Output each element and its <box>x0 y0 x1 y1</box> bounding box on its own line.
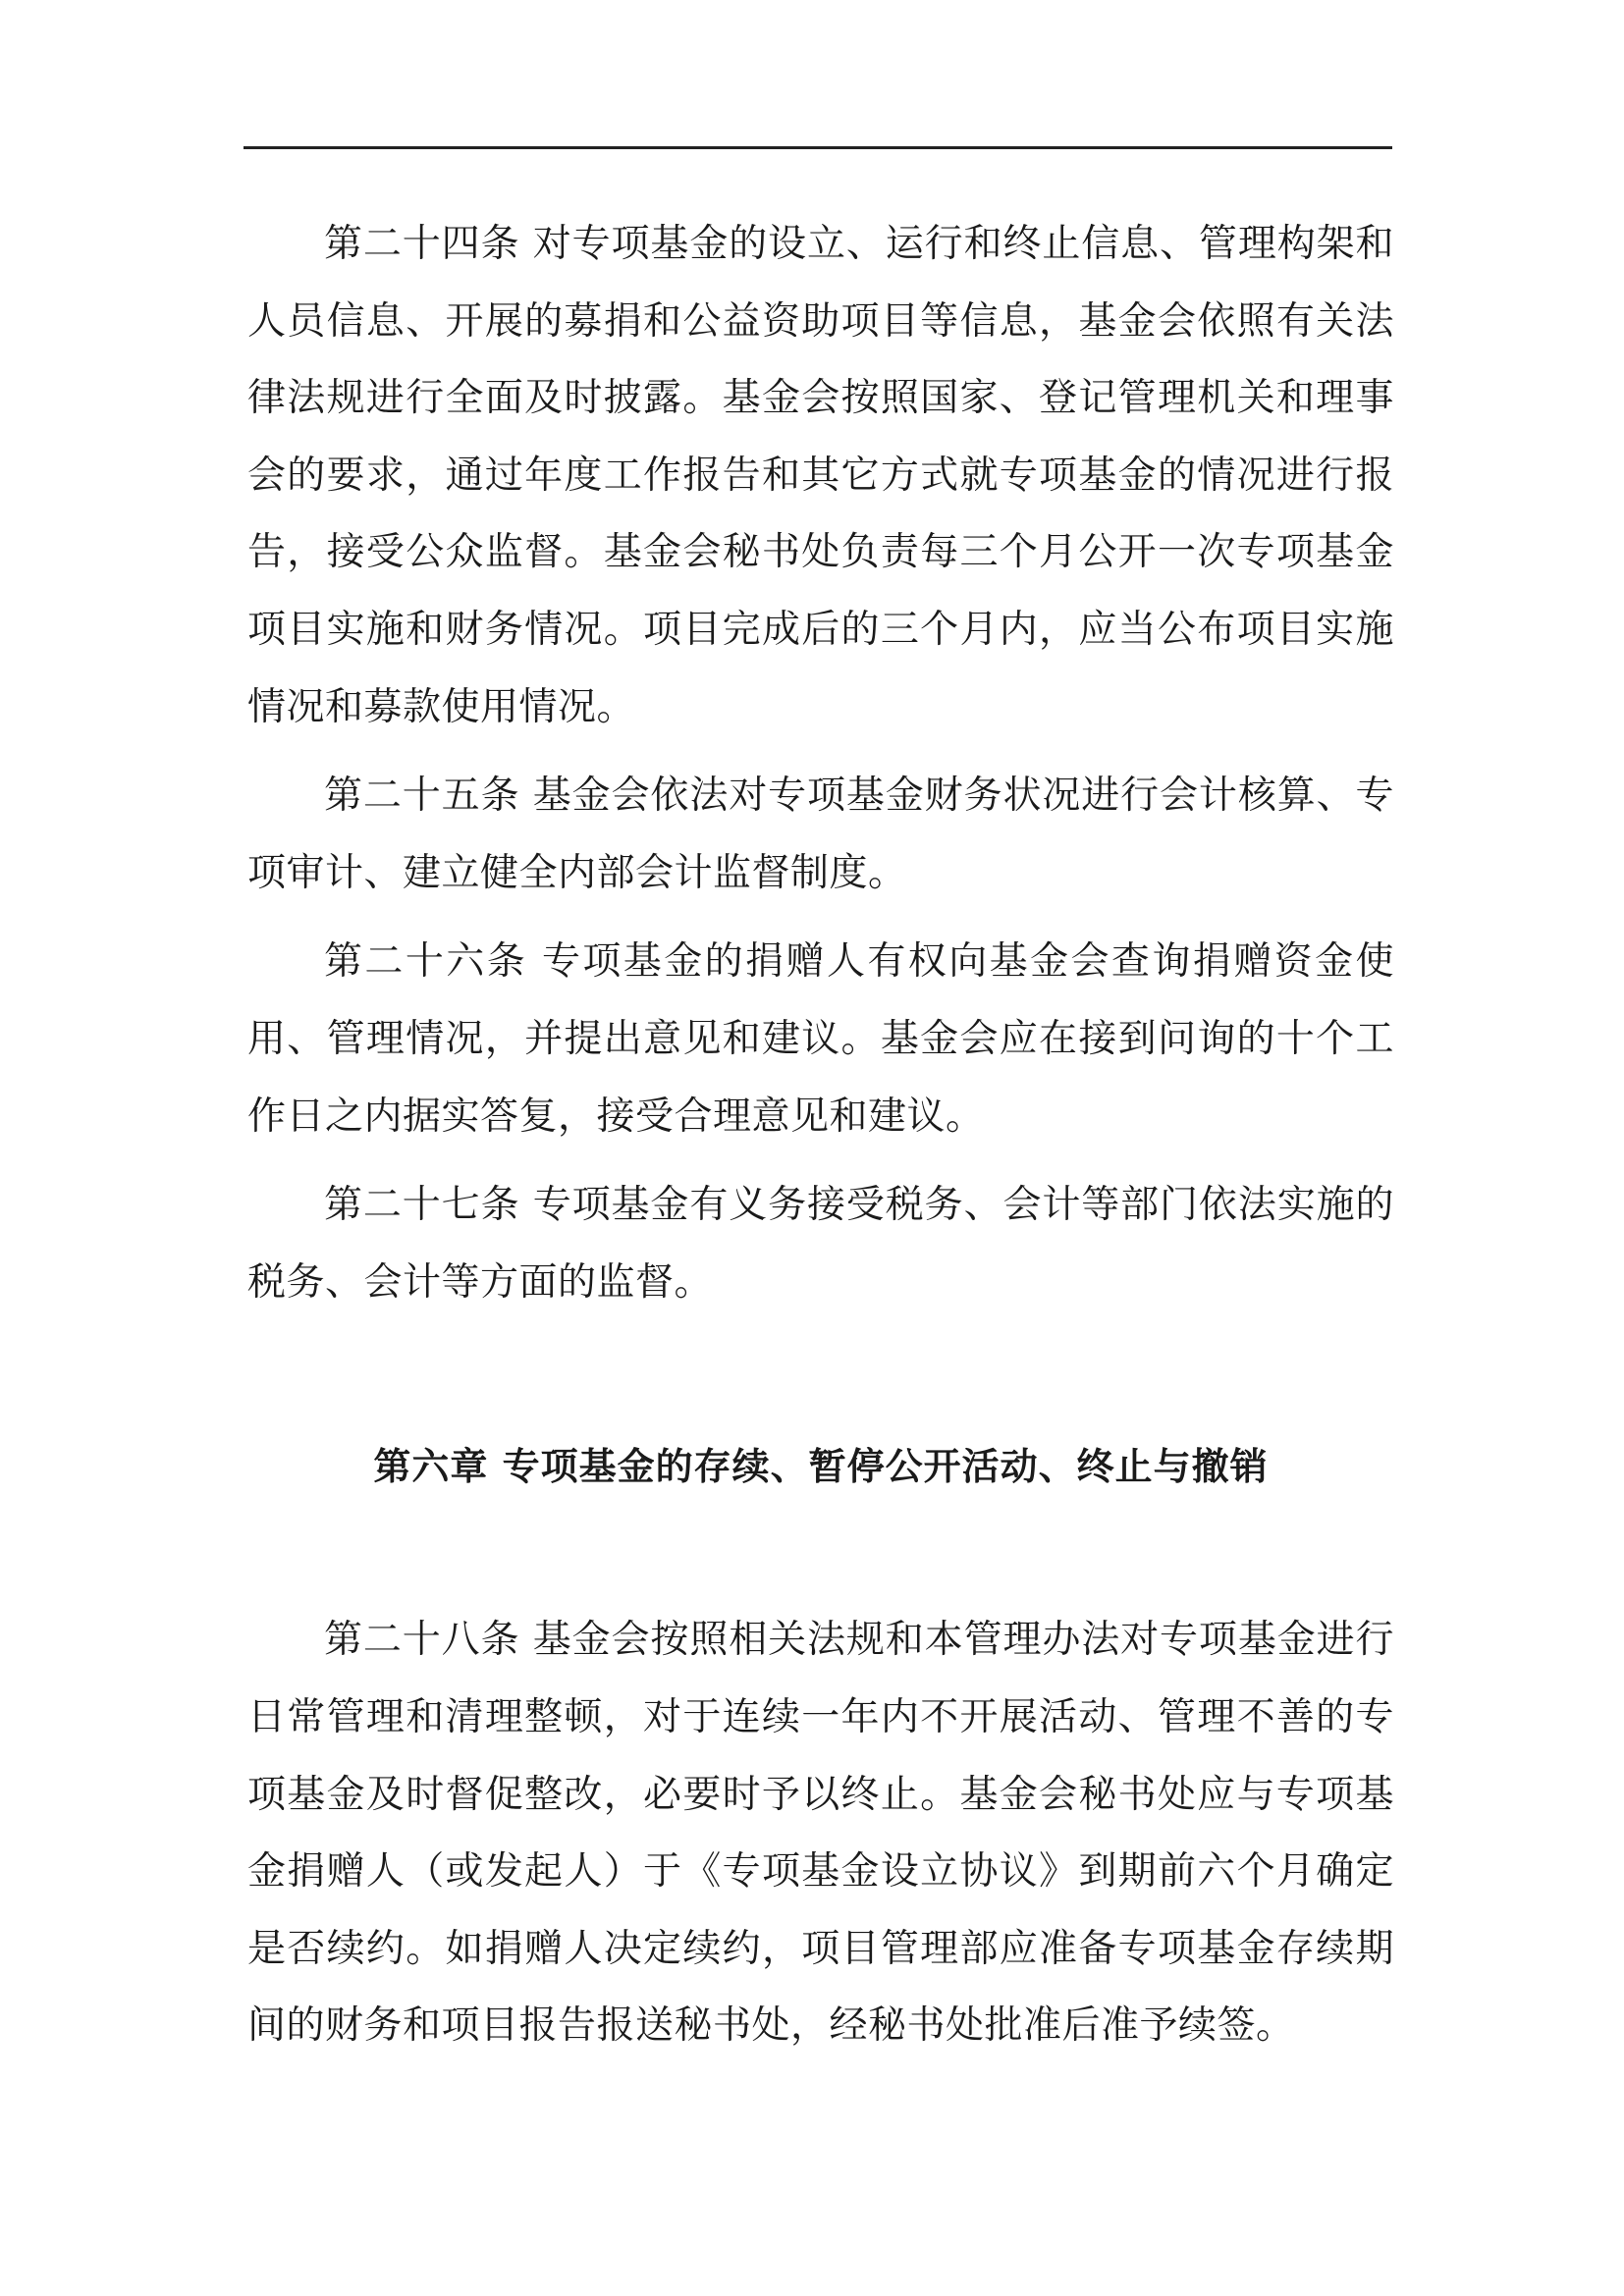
chapter-title: 第六章 专项基金的存续、暂停公开活动、终止与撤销 <box>373 1445 1269 1489</box>
article-27-paragraph: 第二十七条 专项基金有义务接受税务、会计等部门依法实施的税务、会计等方面的监督。 <box>247 1183 1394 1305</box>
article-24-paragraph: 第二十四条 对专项基金的设立、运行和终止信息、管理构架和人员信息、开展的募捐和公益资助项目等信息，基金会依照有关法律法规进行全面及时披露。基金会按照国家、登记管理机关和理事会的要求，通过年度工作报告和其它方式就专项基金的情况进行报告，接受公众监督。基金会秘书处负责每三个月公开一次专项基金项目实施和财务情况。项目完成后的三个月内，应当公布项目实施情况和募款使用情况。 <box>247 222 1394 729</box>
paragraph-gap <box>247 912 1394 924</box>
document-body <box>247 206 1394 2065</box>
article-26-paragraph: 第二十六条 专项基金的捐赠人有权向基金会查询捐赠资金使用、管理情况，并提出意见和建议。基金会应在接到问询的十个工作日之内据实答复，接受合理意见和建议。 <box>247 939 1394 1139</box>
header-rule <box>244 146 1392 149</box>
paragraph-gap <box>247 746 1394 758</box>
chapter-heading-block <box>247 1321 1394 1602</box>
article-25-paragraph: 第二十五条 基金会依法对专项基金财务状况进行会计核算、专项审计、建立健全内部会计监督制度。 <box>247 774 1394 895</box>
paragraph-gap <box>247 1155 1394 1167</box>
article-28-paragraph: 第二十八条 基金会按照相关法规和本管理办法对专项基金进行日常管理和清理整顿，对于连续一年内不开展活动、管理不善的专项基金及时督促整改，必要时予以终止。基金会秘书处应与专项基金捐赠人（或发起人）于《专项基金设立协议》到期前六个月确定是否续约。如捐赠人决定续约，项目管理部应准备专项基金存续期间的财务和项目报告报送秘书处，经秘书处批准后准予续签。 <box>247 1618 1394 2049</box>
